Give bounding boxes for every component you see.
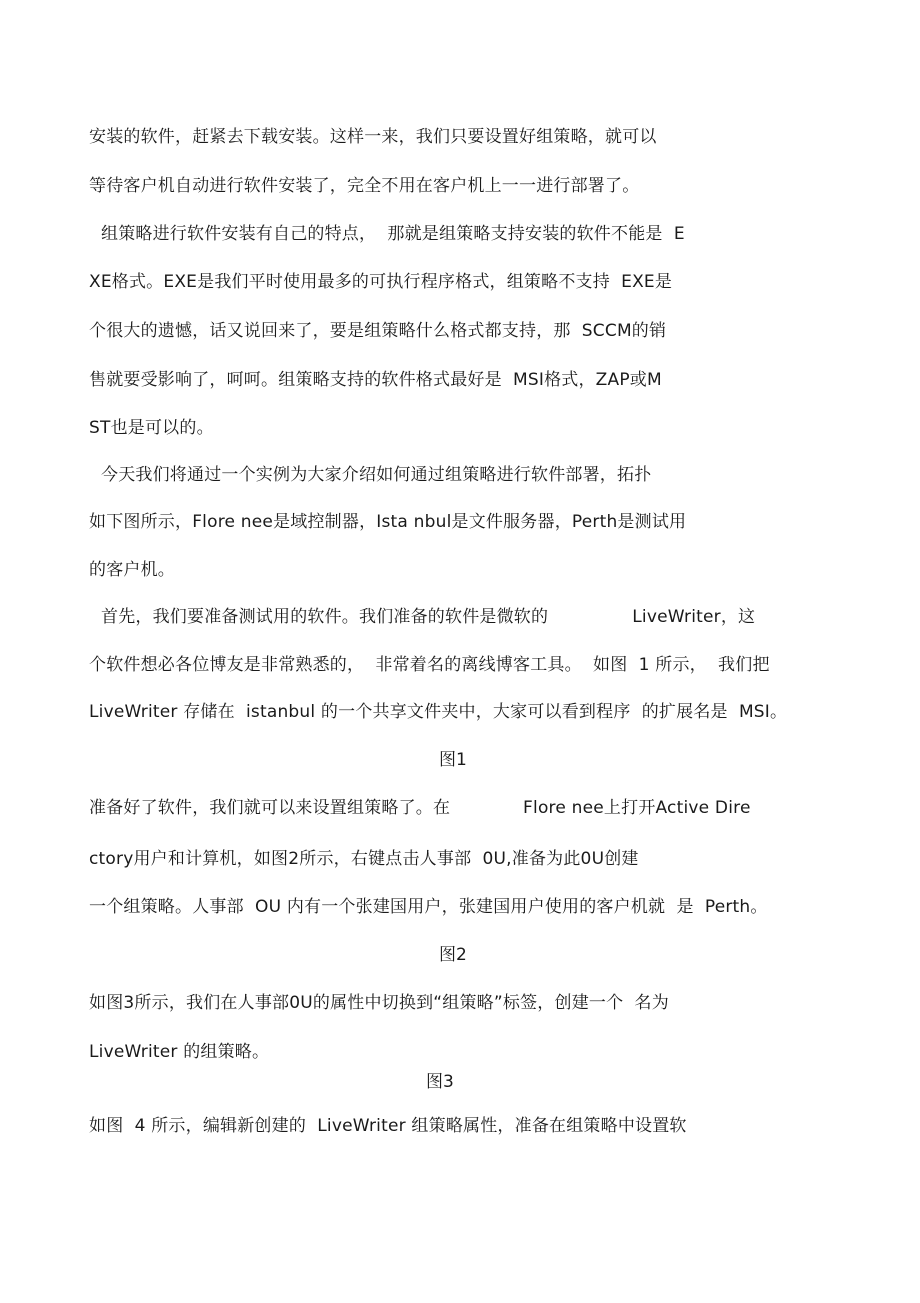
paragraph-line: 准备好了软件，我们就可以来设置组策略了。在 Flore nee上打开Active Dire	[89, 798, 751, 818]
paragraph-line: LiveWriter 存储在 istanbul 的一个共享文件夹中，大家可以看到程序 的扩展名是 MSI。	[89, 702, 788, 722]
paragraph-line: 等待客户机自动进行软件安装了，完全不用在客户机上一一进行部署了。	[89, 176, 640, 196]
paragraph-line: 个很大的遗憾，话又说回来了，要是组策略什么格式都支持，那 SCCM的销	[89, 321, 667, 341]
figure-caption: 图2	[439, 945, 467, 965]
paragraph-line: 首先，我们要准备测试用的软件。我们准备的软件是微软的 LiveWriter，这	[101, 607, 756, 627]
paragraph-line: 个软件想必各位博友是非常熟悉的， 非常着名的离线博客工具。 如图 1 所示， 我们把	[89, 655, 770, 675]
paragraph-line: 一个组策略。人事部 OU 内有一个张建国用户，张建国用户使用的客户机就 是 Perth。	[89, 897, 768, 917]
figure-caption: 图3	[426, 1072, 454, 1092]
figure-caption: 图1	[439, 750, 467, 770]
paragraph-line: 如图3所示，我们在人事部0U的属性中切换到“组策略”标签，创建一个 名为	[89, 993, 669, 1013]
paragraph-line: 如下图所示，Flore nee是域控制器，Ista nbul是文件服务器，Perth是测试用	[89, 512, 687, 532]
paragraph-line: ST也是可以的。	[89, 418, 214, 438]
paragraph-line: 如图 4 所示，编辑新创建的 LiveWriter 组策略属性，准备在组策略中设置软	[89, 1116, 687, 1136]
paragraph-line: 安装的软件，赶紧去下载安装。这样一来，我们只要设置好组策略，就可以	[89, 127, 657, 147]
paragraph-line: ctory用户和计算机，如图2所示，右键点击人事部 0U,准备为此0U创建	[89, 849, 639, 869]
paragraph-line: 的客户机。	[89, 560, 175, 580]
paragraph-line: 售就要受影响了，呵呵。组策略支持的软件格式最好是 MSI格式，ZAP或M	[89, 370, 662, 390]
paragraph-line: LiveWriter 的组策略。	[89, 1042, 270, 1062]
paragraph-line: 今天我们将通过一个实例为大家介绍如何通过组策略进行软件部署，拓扑	[101, 465, 652, 485]
paragraph-line: 组策略进行软件安装有自己的特点， 那就是组策略支持安装的软件不能是 E	[101, 224, 685, 244]
paragraph-line: XE格式。EXE是我们平时使用最多的可执行程序格式，组策略不支持 EXE是	[89, 272, 673, 292]
